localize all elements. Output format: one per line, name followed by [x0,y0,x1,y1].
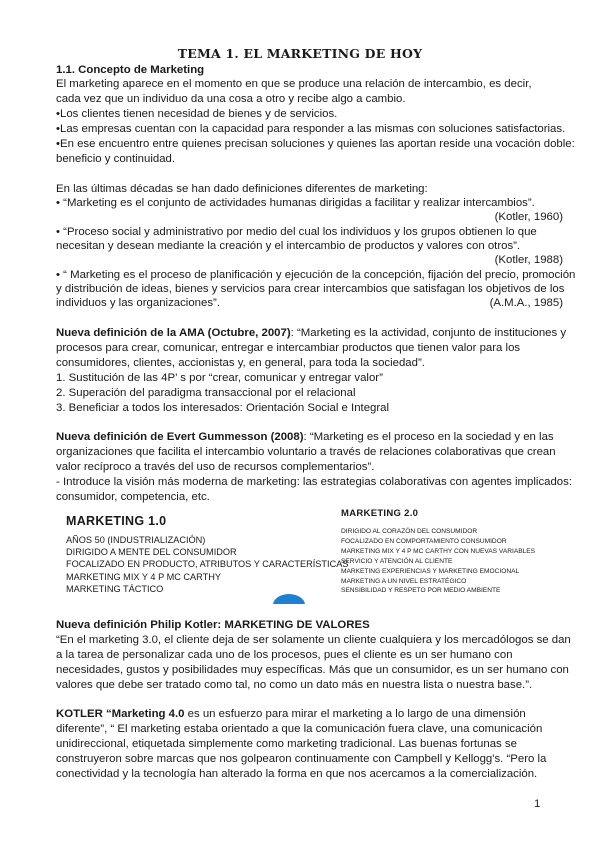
marketing-2-0-panel [341,508,581,596]
paragraph-line: valores que debe ser tratado como tal, no como un dato más en nuestra lista o nuestra base.”. [56,679,533,691]
marketing-1-0-item: DIRIGIDO A MENTE DEL CONSUMIDOR [66,547,237,558]
page-number: 1 [534,798,541,810]
paragraph-line: valor recíproco a través del uso de recursos complementarios”. [56,461,375,473]
numbered-item: 3. Beneficiar a todos los interesados: Orientación Social e Integral [56,402,390,414]
definitions-intro: En las últimas décadas se han dado definiciones diferentes de marketing: [56,183,428,195]
kotler-4-0-first-line: es un esfuerzo para mirar el marketing a lo largo de una dimensión [184,708,526,720]
paragraph-line: unidireccional, etiquetada simplemente como marketing tradicional. Las buenas fortunas se [56,738,517,750]
decorative-blue-shape [272,590,306,604]
marketing-1-0-panel [66,514,356,595]
definition-line: • “Marketing es el conjunto de actividades humanas dirigidas a facilitar y realizar intercambios”. [56,197,535,209]
ama-definition-line [56,326,566,341]
paragraph-line: El marketing aparece en el momento en que se produce una relación de intercambio, es decir, [56,78,532,90]
gummesson-first-line: : “Marketing es el proceso en la sociedad y en las [303,431,554,443]
paragraph-line: necesidades, gustos y posibilidades muy específicas. Más que un consumidor, es un ser humano con [56,664,569,676]
paragraph-line: consumidor, competencia, etc. [56,491,210,503]
marketing-1-0-heading: MARKETING 1.0 [66,514,167,528]
paragraph-line: construyeron sobre marcas que nos golpearon continuamente con Campbell y Kellogg's. “Pero la [56,753,547,765]
marketing-1-0-item: MARKETING MIX Y 4 P MC CARTHY [66,571,222,582]
definition-reference: (Kotler, 1988) [494,254,563,266]
marketing-2-0-item: SERVICIO Y ATENCIÓN AL CLIENTE [341,557,453,565]
definition-reference: (Kotler, 1960) [494,211,563,223]
marketing-2-0-item: MARKETING MIX Y 4 P MC CARTHY CON NUEVAS VARIABLES [341,547,536,555]
gummesson-heading: Nueva definición de Evert Gummesson (2008) [56,431,304,443]
document-title: TEMA 1. EL MARKETING DE HOY [177,46,423,61]
marketing-2-0-item: FOCALIZADO EN COMPORTAMIENTO CONSUMIDOR [341,537,507,545]
gummesson-definition-line [56,430,566,445]
ama-first-line: : “Marketing es la actividad, conjunto de instituciones y [290,327,567,339]
paragraph-line: a la tarea de personalizar cada uno de los procesos, pues el cliente es un ser humano con [56,649,513,661]
paragraph-line: organizaciones que facilita el intercambio voluntario a través de relaciones colaborativas que crean [56,446,556,458]
definition-line: necesitan y desean mediante la creación y el intercambio de productos y valores con otros”. [56,240,521,252]
definition-line: • “ Marketing es el proceso de planificación y ejecución de la concepción, fijación del precio, promoción [56,269,576,281]
marketing-2-0-item: DIRIGIDO AL CORAZÓN DEL CONSUMIDOR [341,528,478,535]
paragraph-line: cada vez que un individuo da una cosa a otro y recibe algo a cambio. [56,93,406,105]
marketing-2-0-item: MARKETING EXPERIENCIAS Y MARKETING EMOCIONAL [341,567,520,575]
paragraph-line: “En el marketing 3.0, el cliente deja de ser solamente un cliente cualquiera y los mercadólogos se dan [56,634,571,646]
kotler-4-0-line [56,707,566,722]
marketing-2-0-heading: MARKETING 2.0 [341,508,419,519]
marketing-2-0-item: SENSIBILIDAD Y RESPETO POR MEDIO AMBIENTE [341,587,501,595]
bullet-line: •Los clientes tienen necesidad de bienes y de servicios. [56,108,338,120]
definition-line: y distribución de ideas, bienes y servicios para crear intercambios que satisfagan los objetivos de los [56,283,565,295]
definition-line: • “Proceso social y administrativo por medio del cual los individuos y los grupos obtienen lo que [56,226,537,238]
definition-reference: (A.M.A., 1985) [489,297,563,309]
kotler-values-heading: Nueva definición Philip Kotler: MARKETING DE VALORES [56,619,370,631]
paragraph-line: - Introduce la visión más moderna de marketing: las estrategias colaborativas con agentes implicados: [56,476,573,488]
paragraph-line: conectividad y la tecnología han alterado la forma en que nos acercamos a la comercialización. [56,768,538,780]
bullet-line: •Las empresas cuentan con la capacidad para responder a las mismas con soluciones satisfactorias. [56,123,566,135]
definition-line: individuos y las organizaciones”. [56,297,220,309]
paragraph-line: consumidores, clientes, accionistas y, en general, para toda la sociedad”. [56,357,425,369]
paragraph-line: procesos para crear, comunicar, entregar e intercambiar productos que tienen valor para los [56,342,521,354]
kotler-4-0-heading: KOTLER “Marketing 4.0 [56,708,185,720]
bullet-line: •En ese encuentro entre quienes precisan soluciones y quienes las aportan reside una vocación doble: [56,138,575,150]
ama-heading: Nueva definición de la AMA (Octubre, 2007) [56,327,291,339]
paragraph-line: diferente”, “ El marketing estaba orientado a que la comunicación fuera clave, una comunicación [56,723,543,735]
numbered-item: 1. Sustitución de las 4P’ s por “crear, comunicar y entregar valor” [56,372,383,384]
marketing-1-0-item: MARKETING TÁCTICO [66,583,164,594]
numbered-item: 2. Superación del paradigma transaccional por el relacional [56,387,356,399]
paragraph-line: beneficio y continuidad. [56,153,176,165]
marketing-1-0-item: AÑOS 50 (INDUSTRIALIZACIÓN) [66,535,206,545]
marketing-2-0-item: MARKETING A UN NIVEL ESTRATÉGICO [341,577,467,585]
marketing-1-0-item: FOCALIZADO EN PRODUCTO, ATRIBUTOS Y CARACTERÍSTICAS [66,559,349,570]
section-heading: 1.1. Concepto de Marketing [56,64,205,76]
